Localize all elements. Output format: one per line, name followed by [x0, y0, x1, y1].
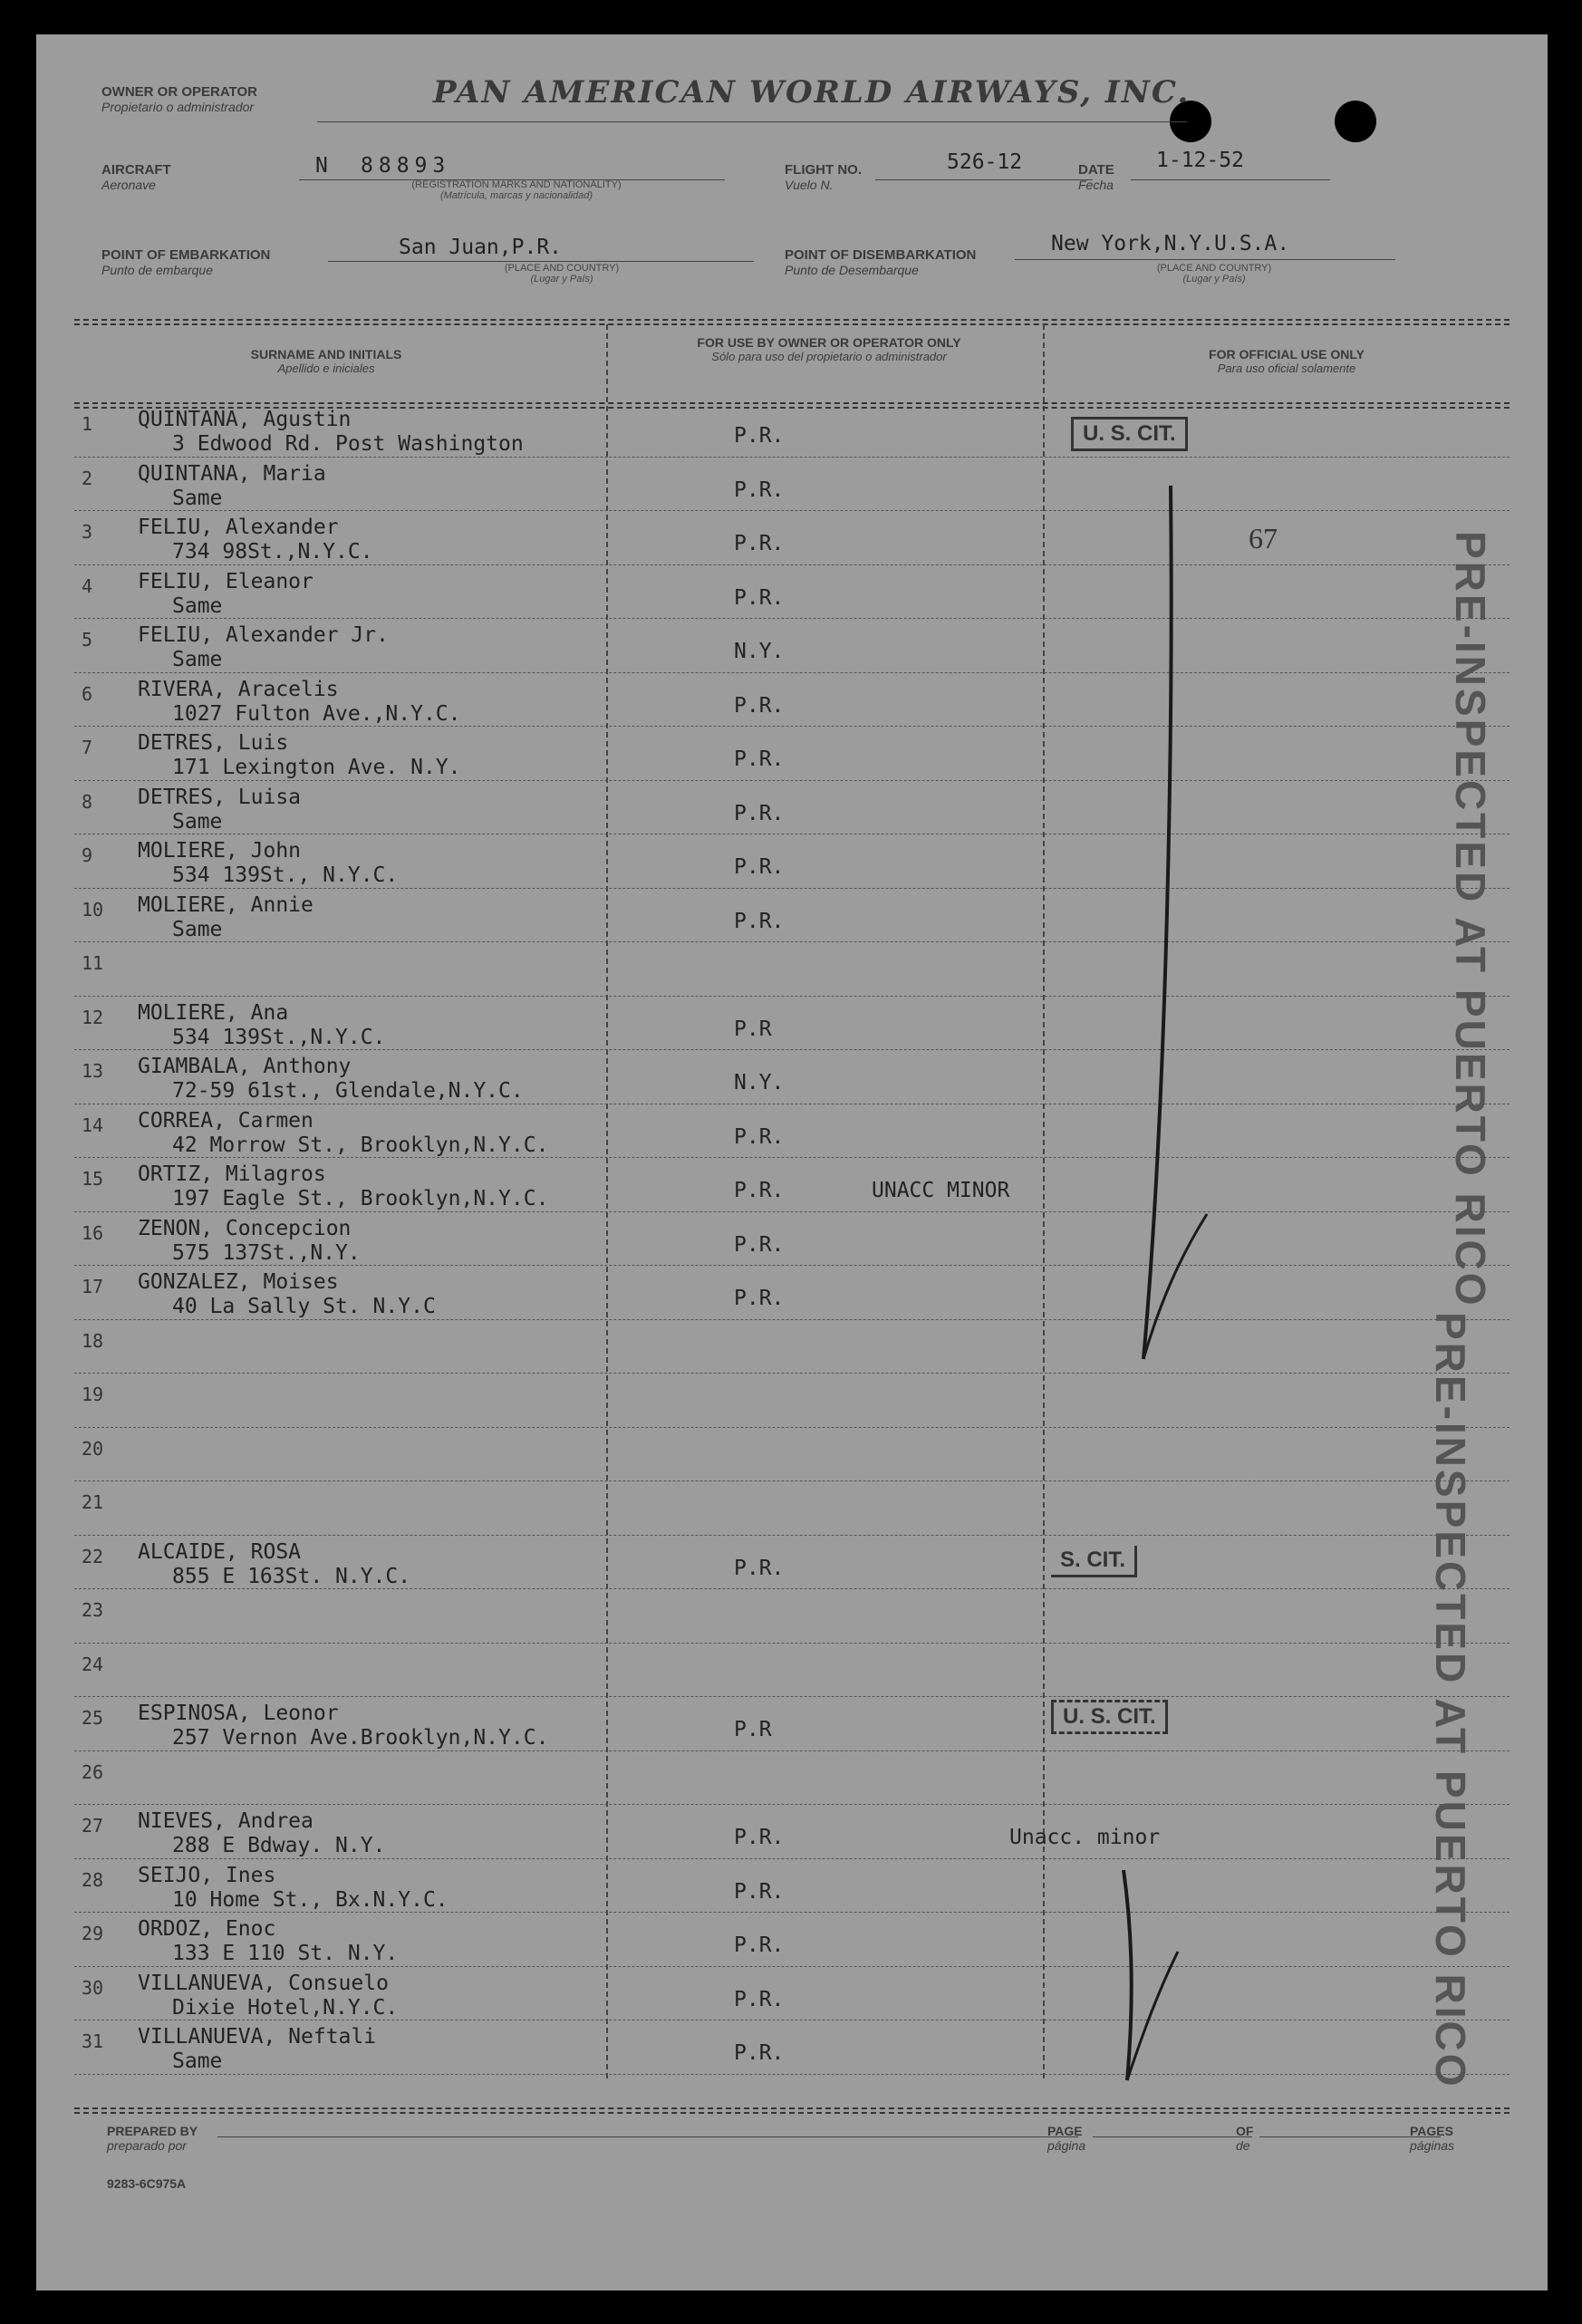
- passenger-name: GONZALEZ, Moises: [138, 1270, 339, 1294]
- passenger-address: 72-59 61st., Glendale,N.Y.C.: [172, 1079, 524, 1103]
- row-number: 15: [82, 1168, 104, 1190]
- passenger-address: 855 E 163St. N.Y.C.: [172, 1564, 411, 1588]
- passenger-note: UNACC MINOR: [872, 1179, 1010, 1202]
- passenger-origin: P.R.: [734, 855, 785, 879]
- passenger-name: SEIJO, Ines: [138, 1863, 276, 1887]
- row-number: 28: [82, 1868, 104, 1891]
- row-number: 16: [82, 1221, 104, 1244]
- us-citizen-stamp: U. S. CIT.: [1051, 1700, 1168, 1734]
- passenger-address: 42 Morrow St., Brooklyn,N.Y.C.: [172, 1133, 549, 1157]
- table-row: [36, 1213, 1548, 1268]
- table-row: [36, 674, 1548, 728]
- table-row: [36, 1105, 1548, 1160]
- passenger-address: Same: [172, 648, 223, 671]
- page-label: PAGE página: [1047, 2124, 1086, 2153]
- table-row: [36, 1860, 1548, 1914]
- registration-note: (REGISTRATION MARKS AND NATIONALITY) (Matrícula, marcas y nacionalidad): [411, 179, 622, 201]
- flight-number: 526-12: [947, 150, 1023, 174]
- table-row: [36, 728, 1548, 782]
- passenger-address: Same: [172, 593, 223, 618]
- disembarkation-value: New York,N.Y.U.S.A.: [1051, 232, 1290, 256]
- passenger-address: Same: [172, 809, 223, 834]
- table-row: [36, 1537, 1548, 1591]
- passenger-name: QUINTANA, Agustin: [138, 408, 352, 431]
- passenger-origin: P.R.: [734, 1879, 785, 1904]
- table-row: [36, 458, 1548, 513]
- passenger-address: 534 139St., N.Y.C.: [172, 863, 399, 887]
- passenger-note: Unacc. minor: [1009, 1826, 1161, 1849]
- table-row: [36, 1698, 1548, 1752]
- row-number: 24: [82, 1653, 104, 1675]
- check-mark-icon: [1087, 460, 1268, 2091]
- passenger-origin: P.R.: [734, 2041, 785, 2065]
- row-number: 19: [82, 1384, 104, 1405]
- date-value: 1-12-52: [1156, 149, 1244, 172]
- passenger-origin: P.R.: [734, 801, 785, 825]
- airline-title: PAN AMERICAN WORLD AIRWAYS, INC.: [433, 74, 1191, 111]
- row-number: 12: [82, 1006, 104, 1028]
- row-number: 10: [82, 898, 104, 921]
- row-number: 26: [82, 1760, 104, 1783]
- row-number: 17: [82, 1276, 104, 1297]
- column-header-official-use: FOR OFFICIAL USE ONLY Para uso oficial solamente: [1209, 347, 1365, 375]
- passenger-origin: N.Y.: [734, 640, 785, 663]
- disembarkation-place-note: (PLACE AND COUNTRY) (Lugar y País): [1156, 263, 1272, 284]
- row-number: 9: [82, 844, 93, 866]
- row-number: 21: [82, 1491, 104, 1513]
- passenger-origin: P.R.: [734, 747, 785, 771]
- passenger-name: GIAMBALA, Anthony: [138, 1055, 352, 1078]
- passenger-address: Same: [172, 917, 223, 941]
- row-number: 13: [82, 1060, 104, 1082]
- passenger-name: QUINTANA, Maria: [138, 461, 326, 486]
- passenger-name: VILLANUEVA, Neftali: [138, 2025, 377, 2049]
- table-row: [36, 1267, 1548, 1321]
- passenger-name: RIVERA, Aracelis: [138, 677, 339, 701]
- prepared-by-label: PREPARED BY preparado por: [107, 2124, 198, 2153]
- row-number: 11: [82, 952, 104, 974]
- table-row: [36, 566, 1548, 621]
- passenger-origin: P.R.: [734, 1232, 785, 1257]
- embarkation-value: San Juan,P.R.: [399, 236, 563, 259]
- passenger-origin: P.R.: [734, 424, 785, 448]
- passenger-origin: P.R.: [734, 1933, 785, 1957]
- passenger-name: ESPINOSA, Leonor: [138, 1702, 339, 1725]
- pages-label: PAGES páginas: [1410, 2124, 1455, 2153]
- passenger-origin: P.R.: [734, 532, 785, 555]
- table-row: [36, 1321, 1548, 1375]
- column-header-owner-use: FOR USE BY OWNER OR OPERATOR ONLY Sólo para uso del propietario o administrador: [697, 335, 961, 363]
- table-row: [36, 998, 1548, 1052]
- registration-value: 88893: [361, 154, 451, 178]
- passenger-address: 534 139St.,N.Y.C.: [172, 1025, 386, 1049]
- passenger-origin: P.R.: [734, 693, 785, 718]
- column-header-surname: SURNAME AND INITIALS Apellido e iniciales: [250, 347, 402, 375]
- table-row: [36, 1429, 1548, 1483]
- row-number: 1: [82, 413, 93, 435]
- registration-prefix: N: [315, 154, 328, 178]
- passenger-name: ALCAIDE, ROSA: [138, 1539, 302, 1564]
- table-row: [36, 1590, 1548, 1644]
- of-label: OF de: [1236, 2124, 1254, 2153]
- table-row: [36, 512, 1548, 566]
- row-number: 2: [82, 467, 93, 489]
- table-row: [36, 1806, 1548, 1860]
- passenger-name: VILLANUEVA, Consuelo: [138, 1971, 389, 1995]
- row-number: 18: [82, 1329, 104, 1352]
- us-citizen-stamp: U. S. CIT.: [1071, 417, 1188, 451]
- row-number: 20: [82, 1437, 104, 1460]
- disembarkation-label: POINT OF DISEMBARKATION Punto de Desembarque: [785, 247, 977, 277]
- table-row: [36, 782, 1548, 836]
- table-row: [36, 2021, 1548, 2076]
- passenger-origin: P.R.: [734, 477, 785, 502]
- row-number: 29: [82, 1923, 104, 1944]
- form-code: 9283-6C975A: [107, 2176, 187, 2191]
- passenger-address: 257 Vernon Ave.Brooklyn,N.Y.C.: [172, 1726, 549, 1750]
- row-number: 22: [82, 1545, 104, 1567]
- passenger-name: MOLIERE, Ana: [138, 1000, 289, 1025]
- table-row: [36, 620, 1548, 674]
- passenger-address: 171 Lexington Ave. N.Y.: [172, 756, 461, 779]
- passenger-origin: P.R: [734, 1017, 772, 1041]
- preinspected-stamp: PRE-INSPECTED AT PUERTO RICO: [1427, 1312, 1474, 2089]
- owner-label: OWNER OR OPERATOR Propietario o administrador: [101, 84, 257, 114]
- passenger-address: Same: [172, 486, 223, 510]
- passenger-origin: P.R.: [734, 1556, 785, 1580]
- punch-hole: [1335, 101, 1376, 142]
- table-row: [36, 1482, 1548, 1537]
- passenger-name: DETRES, Luisa: [138, 785, 302, 809]
- table-row: [36, 1159, 1548, 1213]
- row-number: 25: [82, 1707, 104, 1729]
- passenger-address: 40 La Sally St. N.Y.C: [172, 1295, 436, 1318]
- row-number: 27: [82, 1815, 104, 1837]
- row-number: 31: [82, 2030, 104, 2052]
- passenger-name: FELIU, Alexander: [138, 516, 339, 539]
- passenger-address: Same: [172, 2049, 223, 2073]
- row-number: 30: [82, 1976, 104, 1999]
- passenger-address: 10 Home St., Bx.N.Y.C.: [172, 1887, 449, 1912]
- passenger-name: FELIU, Alexander Jr.: [138, 623, 389, 647]
- table-row: [36, 1914, 1548, 1968]
- passenger-origin: P.R: [734, 1718, 772, 1741]
- passenger-address: 575 137St.,N.Y.: [172, 1240, 361, 1265]
- row-number: 23: [82, 1599, 104, 1621]
- row-number: 3: [82, 521, 93, 543]
- passenger-origin: P.R.: [734, 1287, 785, 1310]
- passenger-address: 133 E 110 St. N.Y.: [172, 1942, 399, 1965]
- table-row: [36, 1374, 1548, 1429]
- table-row: [36, 1644, 1548, 1699]
- passenger-name: ZENON, Concepcion: [138, 1216, 352, 1240]
- us-citizen-stamp: S. CIT.: [1051, 1546, 1137, 1577]
- preinspected-stamp: PRE-INSPECTED AT PUERTO RICO: [1447, 531, 1494, 1308]
- date-label: DATE Fecha: [1078, 162, 1114, 192]
- aircraft-label: AIRCRAFT Aeronave: [101, 162, 171, 192]
- passenger-address: 197 Eagle St., Brooklyn,N.Y.C.: [172, 1187, 549, 1210]
- table-row: [36, 835, 1548, 890]
- row-number: 14: [82, 1114, 104, 1136]
- passenger-address: 3 Edwood Rd. Post Washington: [172, 432, 524, 456]
- row-number: 6: [82, 682, 93, 705]
- passenger-name: CORREA, Carmen: [138, 1108, 314, 1133]
- flight-label: FLIGHT NO. Vuelo N.: [785, 162, 862, 192]
- passenger-origin: P.R.: [734, 585, 785, 610]
- passenger-address: 1027 Fulton Ave.,N.Y.C.: [172, 701, 461, 726]
- table-row: [36, 404, 1548, 458]
- passenger-name: DETRES, Luis: [138, 731, 289, 755]
- row-number: 5: [82, 629, 93, 651]
- passenger-name: ORTIZ, Milagros: [138, 1162, 326, 1186]
- passenger-origin: N.Y.: [734, 1071, 785, 1094]
- table-row: [36, 943, 1548, 998]
- row-number: 8: [82, 790, 93, 813]
- passenger-name: FELIU, Eleanor: [138, 569, 314, 593]
- embarkation-place-note: (PLACE AND COUNTRY) (Lugar y País): [504, 263, 620, 284]
- table-row: [36, 1051, 1548, 1105]
- row-number: 7: [82, 737, 93, 758]
- passenger-address: Dixie Hotel,N.Y.C.: [172, 1995, 399, 2020]
- official-count: 67: [1249, 522, 1278, 554]
- passenger-name: MOLIERE, John: [138, 839, 302, 863]
- embarkation-label: POINT OF EMBARKATION Punto de embarque: [101, 247, 271, 277]
- passenger-name: ORDOZ, Enoc: [138, 1917, 276, 1941]
- passenger-name: NIEVES, Andrea: [138, 1809, 314, 1833]
- passenger-address: 288 E Bdway. N.Y.: [172, 1834, 386, 1857]
- passenger-address: 734 98St.,N.Y.C.: [172, 540, 373, 564]
- table-row: [36, 1752, 1548, 1807]
- manifest-sheet: [36, 34, 1548, 2290]
- row-number: 4: [82, 574, 93, 597]
- passenger-origin: P.R.: [734, 909, 785, 933]
- passenger-origin: P.R.: [734, 1179, 785, 1202]
- table-row: [36, 1968, 1548, 2022]
- passenger-origin: P.R.: [734, 1987, 785, 2011]
- passenger-name: MOLIERE, Annie: [138, 892, 314, 917]
- passenger-origin: P.R.: [734, 1826, 785, 1849]
- table-row: [36, 890, 1548, 944]
- passenger-origin: P.R.: [734, 1124, 785, 1149]
